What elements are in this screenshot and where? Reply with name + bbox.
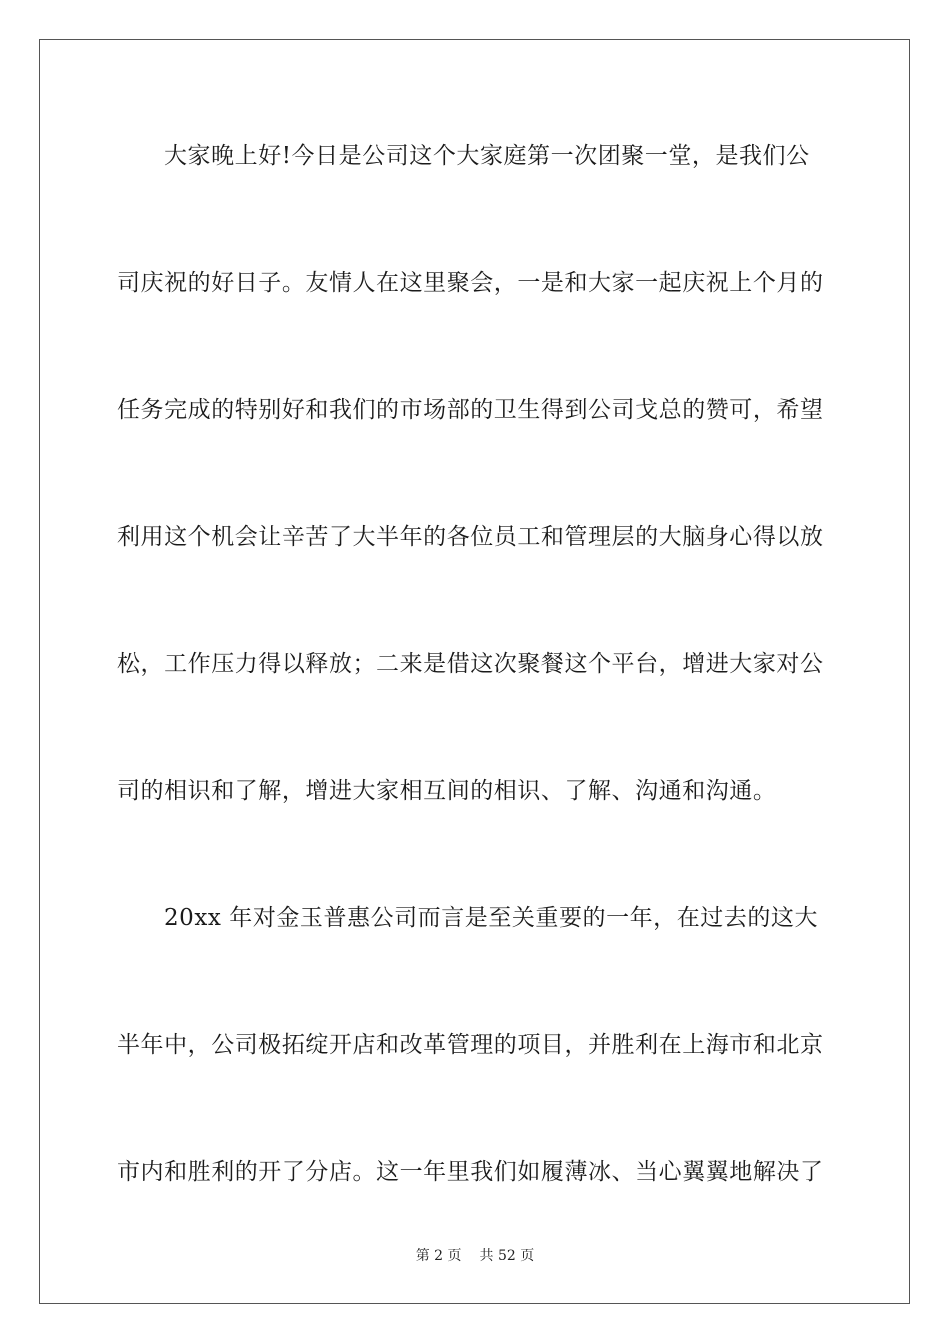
paragraph-1-line-1: 大家晚上好!今日是公司这个大家庭第一次团聚一堂，是我们公 xyxy=(164,143,810,169)
paragraph-1-line-4: 利用这个机会让辛苦了大半年的各位员工和管理层的大脑身心得以放 xyxy=(117,524,824,550)
paragraph-1-line-3: 任务完成的特别好和我们的市场部的卫生得到公司戈总的赞可，希望 xyxy=(117,397,824,423)
total-pages: 共 52 页 xyxy=(479,1248,535,1264)
paragraph-1-line-5: 松，工作压力得以释放；二来是借这次聚餐这个平台，增进大家对公 xyxy=(117,651,824,677)
page-footer xyxy=(0,1245,950,1265)
paragraph-2-line-2: 半年中，公司极拓绽开店和改革管理的项目，并胜利在上海市和北京 xyxy=(117,1032,824,1058)
paragraph-2-line-3: 市内和胜利的开了分店。这一年里我们如履薄冰、当心翼翼地解决了 xyxy=(117,1159,824,1185)
paragraph-2-line-1: 20xx 年对金玉普惠公司而言是至关重要的一年，在过去的这大 xyxy=(164,905,819,931)
paragraph-1-line-6: 司的相识和了解，增进大家相互间的相识、了解、沟通和沟通。 xyxy=(117,778,777,804)
page-number: 第 2 页 xyxy=(415,1248,462,1264)
paragraph-1-line-2: 司庆祝的好日子。友情人在这里聚会，一是和大家一起庆祝上个月的 xyxy=(117,270,824,296)
document-body xyxy=(117,125,833,1268)
